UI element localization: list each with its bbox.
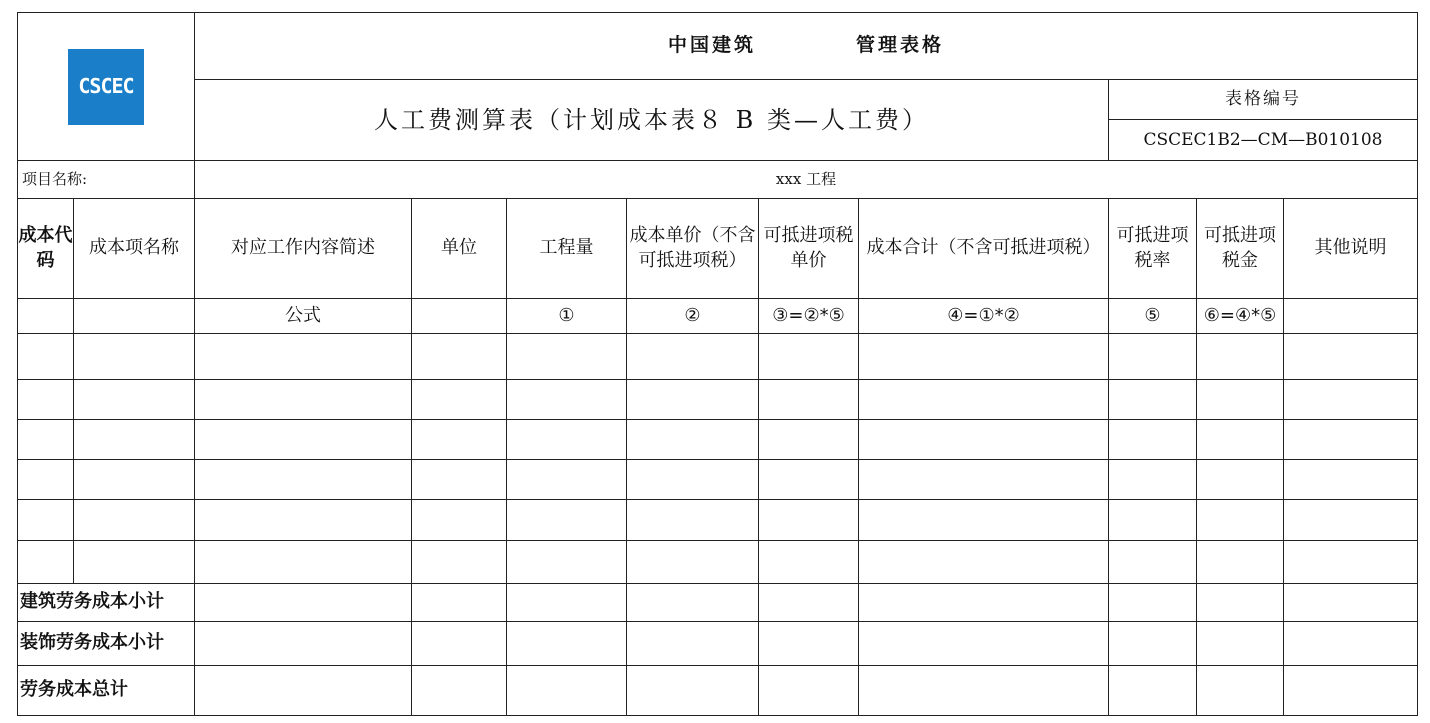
table-row — [18, 460, 1418, 500]
table-cell[interactable] — [1284, 380, 1418, 420]
table-cell[interactable] — [74, 500, 195, 541]
table-cell[interactable] — [627, 500, 759, 541]
table-cell[interactable] — [1284, 420, 1418, 460]
col-work-description: 对应工作内容简述 — [195, 199, 412, 299]
formula-label: 公式 — [195, 299, 412, 334]
table-cell[interactable] — [1109, 541, 1197, 584]
formula-tax-amount: ⑥=④*⑤ — [1197, 299, 1284, 334]
table-cell[interactable] — [1197, 666, 1284, 716]
table-cell[interactable] — [1109, 334, 1197, 380]
form-category: 管理表格 — [856, 34, 945, 57]
table-cell[interactable] — [1197, 500, 1284, 541]
table-row — [18, 334, 1418, 380]
table-cell[interactable] — [1197, 622, 1284, 666]
table-cell[interactable] — [412, 622, 507, 666]
table-cell[interactable] — [507, 460, 627, 500]
form-code-label: 表格编号 — [1109, 80, 1417, 120]
form-code-value: CSCEC1B2—CM—B010108 — [1143, 130, 1383, 150]
col-tax-amount: 可抵进项税金 — [1197, 199, 1284, 299]
table-row — [18, 500, 1418, 541]
table-cell[interactable] — [195, 460, 412, 500]
formula-quantity: ① — [507, 299, 627, 334]
table-cell[interactable] — [507, 584, 627, 622]
col-unit-price: 成本单价（不含可抵进项税） — [627, 199, 759, 299]
table-row — [18, 541, 1418, 584]
table-cell[interactable] — [195, 584, 412, 622]
table-cell[interactable] — [74, 420, 195, 460]
table-cell[interactable] — [195, 666, 412, 716]
table-cell[interactable] — [507, 666, 627, 716]
table-cell[interactable] — [18, 380, 74, 420]
table-cell[interactable] — [412, 334, 507, 380]
table-cell[interactable] — [18, 420, 74, 460]
table-cell[interactable] — [627, 334, 759, 380]
table-cell[interactable] — [18, 541, 74, 584]
table-cell[interactable] — [1284, 622, 1418, 666]
table-cell[interactable] — [859, 460, 1109, 500]
table-row — [18, 420, 1418, 460]
table-cell[interactable] — [1284, 500, 1418, 541]
table-cell[interactable] — [412, 420, 507, 460]
formula-cell-unit[interactable] — [412, 299, 507, 334]
logo-cell — [18, 13, 195, 161]
formula-cell-code[interactable] — [18, 299, 74, 334]
table-cell[interactable] — [18, 500, 74, 541]
table-cell[interactable] — [759, 666, 859, 716]
formula-tax-unit-price: ③=②*⑤ — [759, 299, 859, 334]
cscec-logo: CSCEC — [68, 49, 144, 125]
table-cell[interactable] — [1197, 541, 1284, 584]
table-cell[interactable] — [507, 622, 627, 666]
col-tax-unit-price: 可抵进项税单价 — [759, 199, 859, 299]
table-cell[interactable] — [1284, 460, 1418, 500]
col-other-notes: 其他说明 — [1284, 199, 1418, 299]
table-cell[interactable] — [507, 380, 627, 420]
table-cell[interactable] — [627, 460, 759, 500]
table-cell[interactable] — [759, 500, 859, 541]
table-cell[interactable] — [412, 460, 507, 500]
table-cell[interactable] — [1197, 584, 1284, 622]
table-cell[interactable] — [759, 622, 859, 666]
table-cell[interactable] — [1109, 666, 1197, 716]
table-cell[interactable] — [859, 500, 1109, 541]
table-cell[interactable] — [74, 334, 195, 380]
table-cell[interactable] — [412, 666, 507, 716]
table-cell[interactable] — [859, 334, 1109, 380]
formula-cell-name[interactable] — [74, 299, 195, 334]
col-total-cost: 成本合计（不含可抵进项税） — [859, 199, 1109, 299]
table-cell[interactable] — [507, 500, 627, 541]
table-cell[interactable] — [74, 541, 195, 584]
table-cell[interactable] — [1197, 334, 1284, 380]
table-cell[interactable] — [627, 666, 759, 716]
table-cell[interactable] — [74, 380, 195, 420]
table-cell[interactable] — [1109, 500, 1197, 541]
summary-row — [18, 622, 1418, 666]
table-cell[interactable] — [195, 622, 412, 666]
table-cell[interactable] — [759, 380, 859, 420]
table-cell[interactable] — [412, 380, 507, 420]
labor-cost-form — [17, 12, 1418, 716]
company-name: 中国建筑 — [667, 34, 756, 57]
table-cell[interactable] — [507, 541, 627, 584]
table-cell[interactable] — [627, 380, 759, 420]
col-tax-rate: 可抵进项税率 — [1109, 199, 1197, 299]
project-name-label: 项目名称: — [18, 161, 195, 199]
form-code-cell — [1109, 80, 1418, 161]
table-cell[interactable] — [1109, 622, 1197, 666]
col-quantity: 工程量 — [507, 199, 627, 299]
table-cell[interactable] — [195, 500, 412, 541]
table-cell[interactable] — [18, 334, 74, 380]
table-cell[interactable] — [759, 460, 859, 500]
table-cell[interactable] — [1109, 380, 1197, 420]
table-cell[interactable] — [859, 380, 1109, 420]
table-cell[interactable] — [195, 380, 412, 420]
table-cell[interactable] — [859, 420, 1109, 460]
table-cell[interactable] — [507, 420, 627, 460]
table-cell[interactable] — [627, 420, 759, 460]
table-cell[interactable] — [18, 460, 74, 500]
table-cell[interactable] — [859, 541, 1109, 584]
table-cell[interactable] — [859, 622, 1109, 666]
table-cell[interactable] — [195, 420, 412, 460]
col-cost-item-name: 成本项名称 — [74, 199, 195, 299]
col-unit: 单位 — [412, 199, 507, 299]
table-cell[interactable] — [412, 584, 507, 622]
formula-cell-notes[interactable] — [1284, 299, 1418, 334]
table-cell[interactable] — [1284, 541, 1418, 584]
table-cell[interactable] — [1197, 420, 1284, 460]
building-labor-subtotal-label: 建筑劳务成本小计 — [18, 584, 195, 622]
table-cell[interactable] — [1109, 420, 1197, 460]
table-cell[interactable] — [1197, 380, 1284, 420]
col-cost-code: 成本代码 — [18, 199, 74, 299]
table-cell[interactable] — [759, 420, 859, 460]
table-cell[interactable] — [1284, 334, 1418, 380]
table-cell[interactable] — [1109, 460, 1197, 500]
table-cell[interactable] — [412, 541, 507, 584]
table-cell[interactable] — [74, 460, 195, 500]
table-cell[interactable] — [859, 584, 1109, 622]
table-cell[interactable] — [759, 584, 859, 622]
table-cell[interactable] — [1109, 584, 1197, 622]
form-main-title — [195, 13, 1418, 80]
table-cell[interactable] — [627, 622, 759, 666]
labor-total-label: 劳务成本总计 — [18, 666, 195, 716]
decoration-labor-subtotal-label: 装饰劳务成本小计 — [18, 622, 195, 666]
table-cell[interactable] — [627, 584, 759, 622]
table-cell[interactable] — [195, 334, 412, 380]
summary-row — [18, 584, 1418, 622]
formula-tax-rate: ⑤ — [1109, 299, 1197, 334]
formula-total: ④=①*② — [859, 299, 1109, 334]
summary-row — [18, 666, 1418, 716]
table-cell[interactable] — [759, 334, 859, 380]
table-cell[interactable] — [507, 334, 627, 380]
table-cell[interactable] — [759, 541, 859, 584]
table-cell[interactable] — [627, 541, 759, 584]
form-subtitle: 人工费测算表（计划成本表８ B 类—人工费） — [195, 80, 1109, 161]
table-row — [18, 380, 1418, 420]
table-cell[interactable] — [1284, 666, 1418, 716]
table-cell[interactable] — [859, 666, 1109, 716]
table-cell[interactable] — [1284, 584, 1418, 622]
table-cell[interactable] — [1197, 460, 1284, 500]
formula-unit-price: ② — [627, 299, 759, 334]
table-cell[interactable] — [195, 541, 412, 584]
project-name-value: xxx 工程 — [195, 161, 1418, 199]
table-cell[interactable] — [412, 500, 507, 541]
